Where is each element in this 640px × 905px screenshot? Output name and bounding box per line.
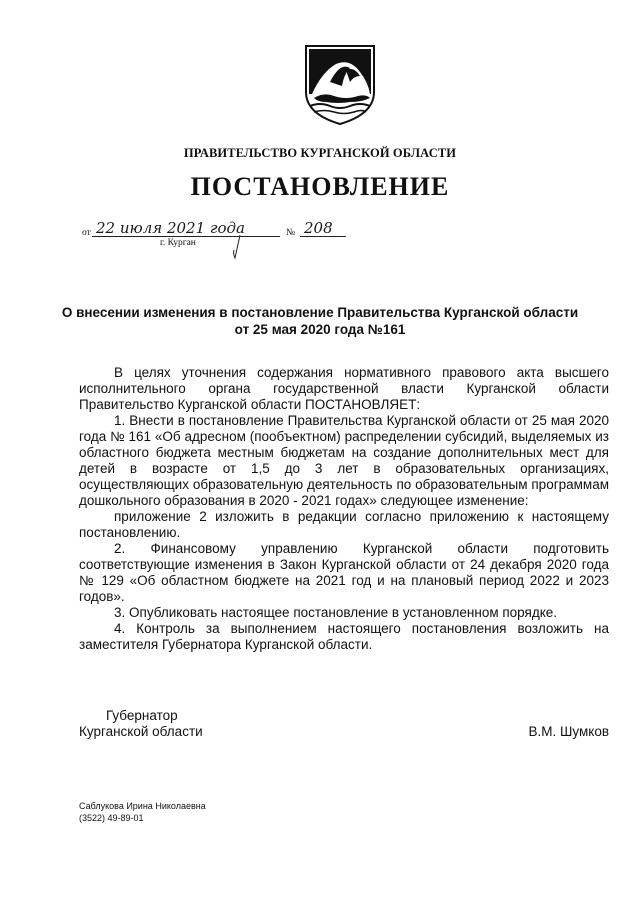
date-from-label: от <box>82 228 91 238</box>
document-body <box>79 365 609 653</box>
handwritten-stroke-icon <box>230 234 246 260</box>
date-handwritten: 22 июля 2021 года <box>96 219 245 237</box>
executor-phone: (3522) 49-89-01 <box>79 813 144 823</box>
executor-info <box>79 800 206 824</box>
date-underline <box>92 236 280 237</box>
title-line-1: О внесении изменения в постановление Правительства Курганской области <box>61 305 579 320</box>
date-number-line <box>0 219 640 262</box>
executor-name: Саблукова Ирина Николаевна <box>79 801 206 811</box>
number-handwritten: 208 <box>304 219 333 237</box>
title-line-2: от 25 мая 2020 года №161 <box>234 322 406 337</box>
signatory-position-line-1: Губернатор <box>106 708 178 723</box>
city-label: г. Курган <box>160 238 196 248</box>
body-paragraph-preamble: В целях уточнения содержания нормативного правового акта высшего исполнительного органа государственной власти Курганской области Правительство Курганской области ПОСТАНОВЛЯЕТ: <box>79 365 609 412</box>
government-name: ПРАВИТЕЛЬСТВО КУРГАНСКОЙ ОБЛАСТИ <box>183 146 457 160</box>
number-label: № <box>286 228 296 238</box>
body-paragraph-3: 3. Опубликовать настоящее постановление в установленном порядке. <box>114 605 558 620</box>
number-underline <box>300 236 346 237</box>
body-paragraph-1: 1. Внести в постановление Правительства Курганской области от 25 мая 2020 года № 161 «Об адресном (пообъектном) распределении субсидий, выделяемых из областного бюджета местным бюджетам на создание дополнительных мест для детей в возрасте от 1,5 до 3 лет в образовательных организациях, осуществляющих образовательную деятельность по образовательным программам дошкольного образования в 2020 - 2021 годах» следующее изменение: <box>79 413 609 508</box>
coat-of-arms-icon <box>300 42 380 126</box>
body-paragraph-1-annex: приложение 2 изложить в редакции согласно приложению к настоящему постановлению. <box>79 509 609 540</box>
document-type-heading: ПОСТАНОВЛЕНИЕ <box>190 172 450 201</box>
body-paragraph-2: 2. Финансовому управлению Курганской области подготовить соответствующие изменения в Закон Курганской области от 24 декабря 2020 года № 129 «Об областном бюджете на 2021 год и на плановый период 2022 и 2023 годов». <box>79 541 609 604</box>
document-title <box>0 304 640 338</box>
signatory-name: В.М. Шумков <box>528 724 609 739</box>
signatory-position <box>79 708 203 740</box>
body-paragraph-4: 4. Контроль за выполнением настоящего постановления возложить на заместителя Губернатора Курганской области. <box>79 621 609 652</box>
signatory-position-line-2: Курганской области <box>79 724 203 739</box>
